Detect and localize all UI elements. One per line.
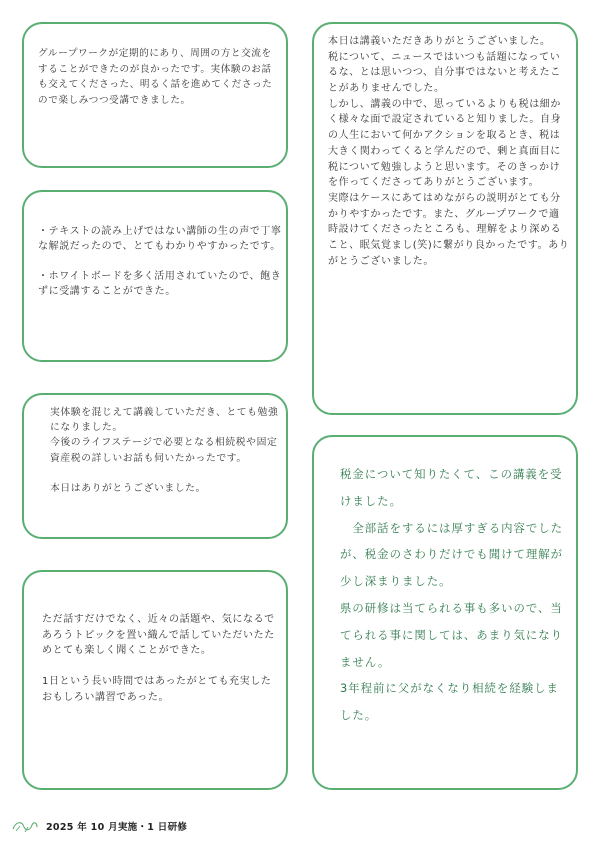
leaf-sketch-icon xyxy=(10,817,40,835)
comment-card xyxy=(312,22,578,415)
comment-text: 本日は講義いただきありがとうございました。 税について、ニュースではいつも話題になっているな、とは思いつつ、自分事ではないと考えたことがありませんでした。 しかし、講義の中で、思っているよりも税は細かく様々な面で設定されていると知りました。自身の人生において何かアクションを取るとき、税は大きく関わってくると学んだので、剰と真面目に税について勉強しようと思います。そのきっかけを作ってくださってありがとうございます。 実際はケースにあてはめながらの説明がとても分かりやすかったです。また、グループワークで適時設けてくださったところも、理解をより深めること、眠気覚まし(笑)に繋がり良かったです。ありがとうございました。 xyxy=(328,36,570,267)
comment-text: 実体験を混じえて講義していただき、とても勉強になりました。 今後のライフステージで必要となる相続税や固定資産税の詳しいお話も伺いたかったです。 本日はありがとうございました。 xyxy=(50,407,279,494)
comment-card xyxy=(22,22,288,168)
comment-text: ・テキストの読み上げではない講師の生の声で丁寧な解説だったので、とてもわかりやすかったです。 ・ホワイトボードを多く活用されていたので、飽きずに受講することができた。 xyxy=(38,226,282,297)
footer-label: 2025 年 10 月実施・1 日研修 xyxy=(46,822,188,833)
comment-card xyxy=(22,190,288,362)
comment-text: グループワークが定期的にあり、周囲の方と交流をすることができたのが良かったです。実体験のお話も交えてくださった、明るく話を進めてくださったので楽しみつつ受講できました。 xyxy=(38,48,273,106)
comment-text: ただ話すだけでなく、近々の話題や、気になるであろうトピックを置い織んで話していただいたためとても楽しく聞くことができた。 1日という長い時間ではあったがとても充実したおもしろい講習であった。 xyxy=(42,614,275,703)
comment-card xyxy=(312,435,578,790)
comment-text: 税金について知りたくて、この講義を受けました。 全部話をするには厚すぎる内容でしたが、税金のさわりだけでも聞けて理解が少し深まりました。 県の研修は当てられる事も多いので、当てられる事に関しては、あまり気になりません。 3年程前に父がなくなり相続を経験しました。 xyxy=(340,467,564,723)
comment-card xyxy=(22,570,288,790)
footer xyxy=(10,816,187,836)
comment-card xyxy=(22,393,288,539)
